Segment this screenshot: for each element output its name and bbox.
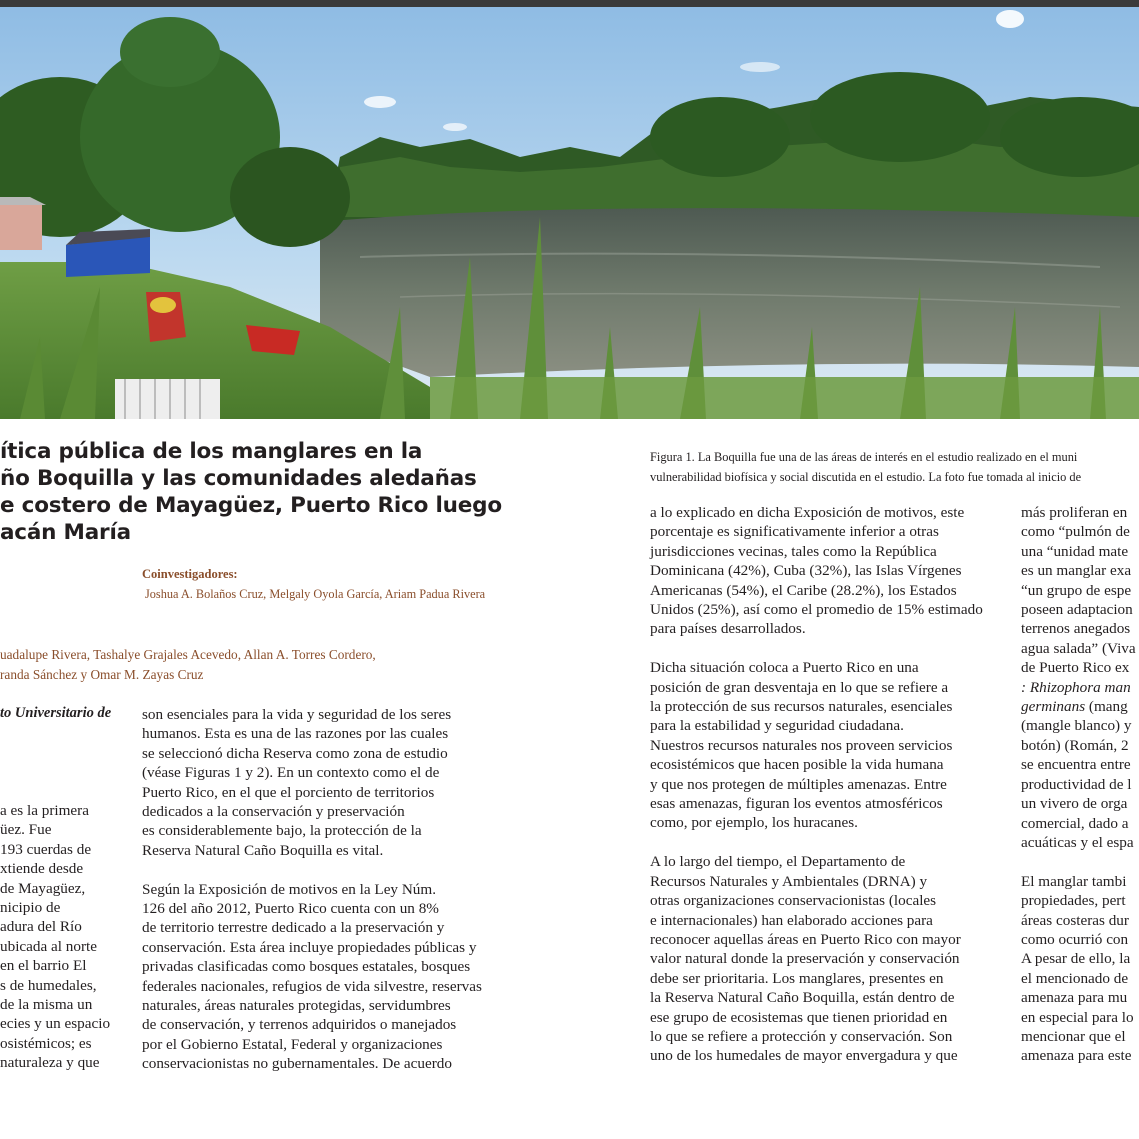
- text-line: s de humedales,: [0, 976, 97, 994]
- text-line: mencionar que el: [1021, 1027, 1126, 1045]
- column-3: [650, 503, 983, 1066]
- text-line: (véase Figuras 1 y 2). En un contexto como el de: [142, 764, 440, 782]
- text-line: A lo largo del tiempo, el Departamento de: [650, 853, 906, 871]
- text-line: es un manglar exa: [1021, 562, 1132, 580]
- text-line: de Mayagüez,: [0, 879, 86, 897]
- figure-caption: [650, 447, 1081, 487]
- text-line: poseen adaptacion: [1021, 601, 1133, 619]
- text-line: conservacionistas no gubernamentales. De acuerdo: [142, 1055, 452, 1073]
- text-line: esas amenazas, figuran los eventos atmosféricos: [650, 795, 943, 813]
- text-line: Según la Exposición de motivos en la Ley Núm.: [142, 880, 436, 898]
- text-line: en el barrio El: [0, 957, 87, 975]
- text-line: [1021, 697, 1136, 716]
- text-line: terrenos anegados: [1021, 620, 1131, 638]
- text-line: más proliferan en: [1021, 504, 1128, 521]
- text-line: agua salada” (Viva: [1021, 639, 1136, 657]
- text-line: üez. Fue: [0, 821, 52, 839]
- text-line: amenaza para este: [1021, 1047, 1132, 1065]
- text-line: a lo explicado en dicha Exposición de motivos, este: [650, 504, 965, 521]
- species-name: germinans: [1021, 698, 1086, 716]
- text-line: como “pulmón de: [1021, 523, 1130, 541]
- text-line: la Reserva Natural Caño Boquilla, están dentro de: [650, 989, 955, 1007]
- text-line: áreas costeras dur: [1021, 911, 1129, 929]
- caption-line: Figura 1. La Boquilla fue una de las áreas de interés en el estudio realizado en el muni: [650, 450, 1078, 464]
- text-line: a es la primera: [0, 802, 89, 819]
- text-line: por el Gobierno Estatal, Federal y organizaciones: [142, 1035, 443, 1053]
- column-4: [1021, 503, 1136, 1066]
- text-line: son esenciales para la vida y seguridad de los seres: [142, 706, 452, 723]
- text-line: adura del Río: [0, 918, 82, 936]
- text-line: reconocer aquellas áreas en Puerto Rico con mayor: [650, 930, 961, 948]
- text-line: e internacionales) han elaborado acciones para: [650, 911, 933, 929]
- text-line: “un grupo de espe: [1021, 581, 1132, 599]
- authors-line: uadalupe Rivera, Tashalye Grajales Acevedo, Allan A. Torres Cordero,: [0, 647, 376, 662]
- text-line: la protección de sus recursos naturales, esenciales: [650, 698, 953, 716]
- text-line: para países desarrollados.: [650, 620, 806, 638]
- text-line: es considerablemente bajo, la protección de la: [142, 822, 422, 840]
- text-line: se encuentra entre: [1021, 756, 1131, 774]
- text-line: naturales, áreas naturales protegidas, servidumbres: [142, 997, 451, 1015]
- text-line: ecosistémicos que hacen posible la vida humana: [650, 756, 944, 774]
- affiliation: to Universitario de: [0, 705, 112, 721]
- text-line: amenaza para mu: [1021, 989, 1128, 1007]
- text-line: acuáticas y el espa: [1021, 833, 1134, 851]
- text-line: en especial para lo: [1021, 1008, 1134, 1026]
- text-line: se seleccionó dicha Reserva como zona de estudio: [142, 744, 448, 762]
- text-line: como, por ejemplo, los huracanes.: [650, 814, 858, 832]
- text-line: Dominicana (42%), Cuba (32%), las Islas Vírgenes: [650, 562, 962, 580]
- column-1: [0, 801, 110, 1073]
- text-line: como ocurrió con: [1021, 930, 1129, 948]
- text-line: Unidos (25%), así como el promedio de 15% estimado: [650, 601, 983, 619]
- text-line: ecies y un espacio: [0, 1015, 111, 1033]
- text-line: posición de gran desventaja en lo que se refiere a: [650, 678, 949, 696]
- text-line: Nuestros recursos naturales nos proveen servicios: [650, 736, 953, 754]
- text-line: productividad de l: [1021, 775, 1132, 793]
- text-line: el mencionado de: [1021, 969, 1129, 987]
- text-line: y que nos protegen de múltiples amenazas. Entre: [650, 775, 947, 793]
- text-line: debe ser prioritaria. Los manglares, presentes en: [650, 969, 944, 987]
- title-line: e costero de Mayagüez, Puerto Rico luego: [0, 493, 502, 518]
- caption-line: vulnerabilidad biofísica y social discutida en el estudio. La foto fue tomada al inicio de: [650, 470, 1082, 484]
- text-line: federales nacionales, refugios de vida silvestre, reservas: [142, 977, 482, 995]
- text-line: humanos. Esta es una de las razones por las cuales: [142, 725, 449, 743]
- text-line: jurisdicciones vecinas, tales como la República: [650, 542, 937, 560]
- text-line: naturaleza y que: [0, 1054, 100, 1072]
- text-line: A pesar de ello, la: [1021, 950, 1131, 968]
- text-line: de territorio terrestre dedicado a la preservación y: [142, 919, 445, 937]
- text-line: Recursos Naturales y Ambientales (DRNA) y: [650, 872, 928, 890]
- text-line: propiedades, pert: [1021, 892, 1126, 910]
- text-line: 126 del año 2012, Puerto Rico cuenta con un 8%: [142, 900, 439, 918]
- text-line: Reserva Natural Caño Boquilla es vital.: [142, 841, 384, 859]
- text-fragment: (mang: [1085, 698, 1128, 716]
- text-line: privadas clasificadas como bosques estatales, bosques: [142, 958, 471, 976]
- coinvestigators-names: Joshua A. Bolaños Cruz, Melgaly Oyola García, Ariam Padua Rivera: [145, 587, 486, 601]
- title-line: acán María: [0, 520, 131, 545]
- text-line: una “unidad mate: [1021, 542, 1129, 560]
- title-line: ítica pública de los manglares en la: [0, 439, 423, 464]
- text-line: un vivero de orga: [1021, 795, 1128, 813]
- text-line: lo que se refiere a protección y conservación. Son: [650, 1027, 953, 1045]
- text-line: comercial, dado a: [1021, 814, 1129, 832]
- text-line: Puerto Rico, en el que el porciento de territorios: [142, 783, 435, 801]
- text-line: [1021, 678, 1136, 697]
- text-line: de Puerto Rico ex: [1021, 659, 1130, 677]
- authors-line: randa Sánchez y Omar M. Zayas Cruz: [0, 667, 204, 682]
- text-line: de conservación, y terrenos adquiridos o manejados: [142, 1016, 457, 1034]
- text-line: 193 cuerdas de: [0, 840, 92, 858]
- text-line: dedicados a la conservación y preservación: [142, 803, 405, 821]
- text-line: de la misma un: [0, 996, 93, 1014]
- text-line: valor natural donde la preservación y conservación: [650, 950, 960, 968]
- text-line: nicipio de: [0, 899, 61, 917]
- text-line: (mangle blanco) y: [1021, 717, 1132, 735]
- text-line: xtiende desde: [0, 860, 84, 878]
- text-line: conservación. Esta área incluye propiedades públicas y: [142, 938, 477, 956]
- top-bar: [0, 0, 1139, 7]
- species-name: : Rhizophora man: [1021, 678, 1131, 696]
- text-line: ubicada al norte: [0, 937, 97, 955]
- text-line: Americanas (54%), el Caribe (28.2%), los Estados: [650, 581, 957, 599]
- text-line: El manglar tambi: [1021, 872, 1127, 890]
- mangrove-lagoon-photo: [0, 7, 1139, 419]
- article-title: [0, 438, 500, 546]
- text-line: osistémicos; es: [0, 1034, 92, 1052]
- text-line: uno de los humedales de mayor envergadura y que: [650, 1047, 958, 1065]
- column-2: [142, 705, 482, 1074]
- text-line: botón) (Román, 2: [1021, 736, 1129, 754]
- text-line: porcentaje es significativamente inferior a otras: [650, 523, 939, 541]
- text-line: otras organizaciones conservacionistas (locales: [650, 892, 937, 910]
- authors-list: [0, 645, 376, 685]
- text-line: Dicha situación coloca a Puerto Rico en una: [650, 659, 919, 677]
- text-line: ese grupo de ecosistemas que tienen prioridad en: [650, 1008, 948, 1026]
- title-line: ño Boquilla y las comunidades aledañas: [0, 466, 477, 491]
- coinvestigators-label: Coinvestigadores:: [142, 567, 238, 581]
- text-line: para la estabilidad y seguridad ciudadana.: [650, 717, 904, 735]
